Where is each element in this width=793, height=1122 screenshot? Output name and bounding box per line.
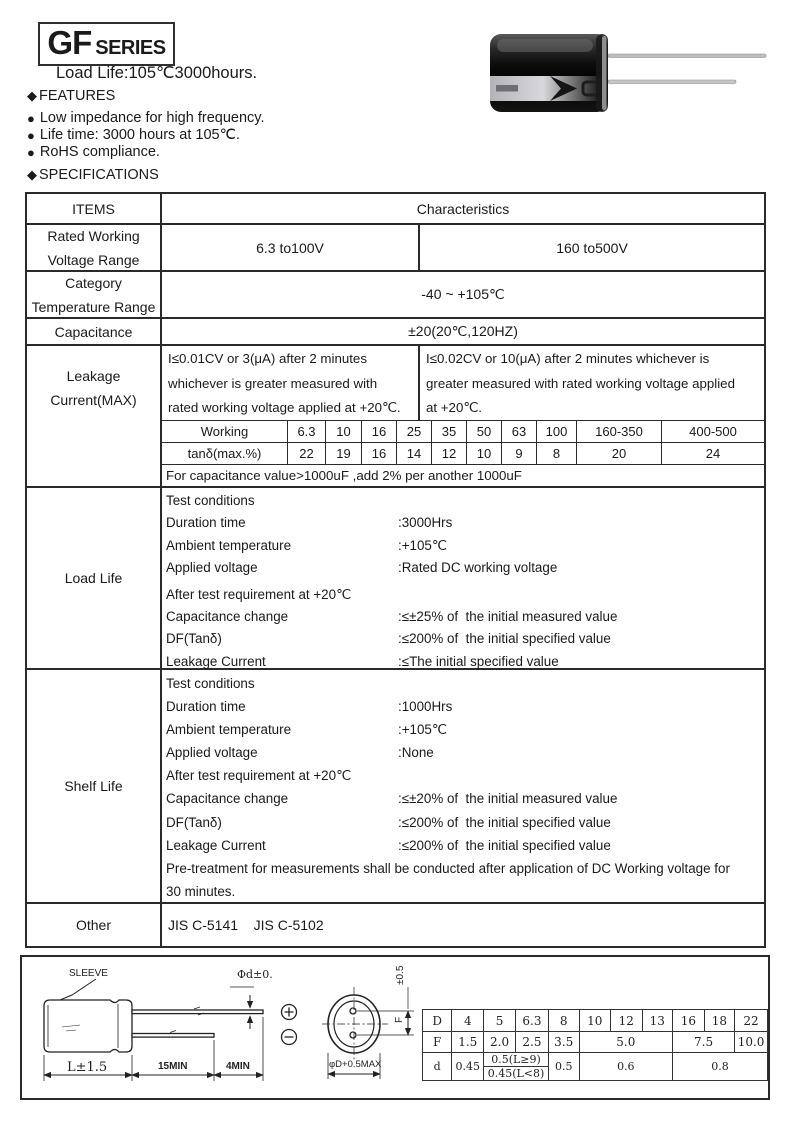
leakage-label-cell: [27, 346, 162, 486]
test-line-label: Test conditions: [166, 676, 255, 691]
capacitor-body-outline: [44, 1000, 132, 1052]
voltage-cell: 50: [467, 421, 502, 442]
lead-break-mark: [170, 1031, 176, 1033]
row-label: Leakage: [66, 368, 121, 384]
leakage-desc-line: I≤0.01CV or 3(μA) after 2 minutes: [168, 351, 367, 366]
test-line-label: Duration time: [166, 699, 246, 715]
diamond-icon: ◆: [27, 88, 37, 103]
test-line-value: [398, 764, 764, 787]
test-line-label: After test requirement at +20℃: [166, 586, 352, 602]
leakage-content: [162, 346, 764, 486]
capacitor-highlight: [497, 39, 593, 52]
capacitor-lead-negative: [608, 80, 736, 83]
load-life-content: [162, 488, 764, 668]
dim-F-cell: 10.0: [735, 1032, 768, 1053]
dim-D-cell: 18: [704, 1010, 735, 1032]
dim-L-label: L±1.5: [67, 1060, 108, 1075]
leakage-current-row: [27, 346, 764, 488]
voltage-cell: 25: [397, 421, 432, 442]
shelf-life-content: [162, 670, 764, 902]
characteristics-header-cell: [162, 194, 764, 223]
test-line-value: :None: [398, 745, 434, 761]
series-title-box: [38, 22, 175, 66]
dim-label-cell: F: [423, 1032, 452, 1053]
band-marking-left: [496, 85, 518, 92]
test-line-label: Ambient temperature: [166, 537, 292, 553]
dim-label-cell: D: [423, 1010, 452, 1032]
dim-D-cell: 22: [735, 1010, 768, 1032]
working-voltage-header-row: [162, 420, 764, 442]
shelf-life-label-cell: [27, 670, 162, 902]
test-line-label: After test requirement at +20℃: [166, 768, 352, 784]
specifications-heading: [27, 167, 159, 183]
test-line-label: Capacitance change: [166, 608, 289, 624]
dim-d-cell: 0.5: [548, 1053, 579, 1081]
capacitor-photo: [478, 14, 778, 118]
leakage-desc-line: at +20℃.: [426, 400, 482, 415]
rated-voltage-values: [162, 225, 764, 270]
dim-label-cell: d: [423, 1053, 452, 1081]
rated-voltage-high: 160 to500V: [556, 239, 628, 256]
leakage-desc-line: rated working voltage applied at +20℃.: [168, 400, 401, 415]
dim-d-cell: 0.45: [452, 1053, 484, 1081]
dim-row-D: [423, 1010, 768, 1032]
feature-text: Life time: 3000 hours at 105℃.: [39, 127, 240, 143]
leakage-desc-low: [162, 346, 420, 420]
test-line-label: Ambient temperature: [166, 722, 292, 738]
capacitance-value: ±20(20℃,120HZ): [408, 323, 518, 339]
tan-value-cell: 22: [288, 443, 326, 464]
test-line-label: Capacitance change: [166, 791, 289, 807]
test-line-value: :+105℃: [398, 722, 447, 738]
test-line-value: :+105℃: [398, 537, 447, 553]
row-label: Voltage Range: [47, 251, 140, 268]
series-suffix: SERIES: [95, 37, 166, 59]
dim-F-cell: 1.5: [452, 1032, 484, 1053]
leakage-desc-line: greater measured with rated working voltage applied: [426, 375, 735, 391]
dim-4min-label: 4MIN: [226, 1061, 250, 1072]
load-life-subtitle: Load Life:105℃3000hours.: [56, 64, 258, 82]
dim-F-cell: 7.5: [673, 1032, 735, 1053]
spec-header-row: [27, 194, 764, 225]
tan-value-cell: 20: [577, 443, 662, 464]
leakage-desc-line: I≤0.02CV or 10(μA) after 2 minutes whichever is: [426, 351, 710, 366]
sleeve-label: SLEEVE: [69, 968, 108, 979]
rated-voltage-low: 6.3 to100V: [256, 239, 324, 256]
dim-F-cell: 3.5: [548, 1032, 579, 1053]
leakage-desc-line: whichever is greater measured with: [168, 375, 378, 391]
dim-row-d-top: [423, 1053, 768, 1067]
tan-value-cell: 10: [467, 443, 502, 464]
voltage-cell: 35: [432, 421, 467, 442]
test-line-value: :≤200% of the initial specified value: [398, 837, 611, 853]
test-line-value: :≤±20% of the initial measured value: [398, 791, 618, 807]
phi-D-label: φD+0.5MAX: [329, 1059, 382, 1070]
phi-d-label: Φd±0.: [237, 968, 273, 981]
test-line-label: Leakage Current: [166, 837, 266, 853]
rated-voltage-label-cell: [27, 225, 162, 270]
test-line-label: Leakage Current: [166, 653, 266, 669]
voltage-cell: 16: [362, 421, 397, 442]
feature-text: RoHS compliance.: [39, 144, 160, 160]
tan-value-cell: 8: [537, 443, 577, 464]
row-label: Load Life: [64, 570, 123, 586]
test-line-label: DF(Tanδ): [166, 631, 222, 647]
positive-lead: [132, 1010, 263, 1014]
dim-row-F: [423, 1032, 768, 1053]
category-temp-label-cell: [27, 272, 162, 317]
capacitor-lead-positive: [608, 54, 766, 57]
voltage-cell: 10: [326, 421, 362, 442]
test-line-label: DF(Tanδ): [166, 814, 222, 830]
dim-D-cell: 8: [548, 1010, 579, 1032]
capacitance-value-cell: [162, 319, 764, 344]
dim-d-cell: 0.5(L≥9): [484, 1053, 549, 1067]
leakage-descriptions: [162, 346, 764, 420]
leakage-desc-high: [420, 346, 764, 420]
voltage-cell: 63: [502, 421, 537, 442]
test-line-value: [398, 584, 764, 606]
bullet-icon: ●: [27, 110, 35, 126]
voltage-cell: 6.3: [288, 421, 326, 442]
feature-item: [27, 127, 240, 143]
test-line-value: :≤The initial specified value: [398, 653, 559, 669]
voltage-cell: 100: [537, 421, 577, 442]
row-label: Category: [65, 274, 122, 291]
load-life-label-cell: [27, 488, 162, 668]
test-line-value: :1000Hrs: [398, 699, 453, 715]
capacitor-dimension-drawing: [22, 957, 442, 1098]
f-tolerance-label: ±0.5: [395, 965, 406, 985]
row-label: Rated Working: [47, 227, 140, 244]
dim-D-cell: 13: [642, 1010, 673, 1032]
row-label: Capacitance: [54, 323, 133, 340]
rated-voltage-row: [27, 225, 764, 272]
test-line-label: Duration time: [166, 515, 246, 531]
capacitance-label-cell: [27, 319, 162, 344]
characteristics-header: Characteristics: [416, 200, 510, 217]
specifications-heading-label: SPECIFICATIONS: [39, 167, 159, 183]
test-line-label: Applied voltage: [166, 560, 258, 576]
row-label: Other: [75, 917, 111, 933]
specifications-table: [25, 192, 766, 948]
dim-D-cell: 12: [611, 1010, 643, 1032]
dim-15min-label: 15MIN: [158, 1061, 188, 1072]
items-header: ITEMS: [72, 200, 115, 217]
dim-D-cell: 6.3: [516, 1010, 549, 1032]
dim-d-cell: 0.6: [579, 1053, 673, 1081]
dimension-table: [422, 1009, 768, 1081]
plus-terminal-cross: [285, 1008, 294, 1017]
lead-hole-bottom: [350, 1032, 356, 1038]
tan-value-cell: 24: [705, 446, 721, 461]
shelf-life-row: [27, 670, 764, 904]
row-label: Shelf Life: [64, 778, 123, 794]
tan-value-cell: 19: [326, 443, 362, 464]
lead-hole-top: [350, 1008, 356, 1014]
test-line-value: [398, 672, 764, 695]
capacitor-end-ring: [602, 36, 607, 110]
dim-D-cell: 4: [452, 1010, 484, 1032]
row-label: Temperature Range: [31, 298, 156, 315]
dim-F-cell: 5.0: [579, 1032, 673, 1053]
other-label-cell: [27, 904, 162, 946]
tan-delta-label-cell: tanδ(max.%): [162, 443, 288, 464]
dimension-diagram-box: [20, 955, 770, 1100]
dim-D-cell: 16: [673, 1010, 705, 1032]
dim-d-cell: 0.45(L<8): [484, 1067, 549, 1081]
test-line-label: Applied voltage: [166, 745, 258, 761]
voltage-cell: 160-350: [577, 421, 662, 442]
pretreatment-note: 30 minutes.: [166, 883, 236, 899]
dim-F-cell: 2.5: [516, 1032, 549, 1053]
features-heading: [27, 88, 115, 104]
feature-text: Low impedance for high frequency.: [39, 110, 265, 126]
tan-value-cell: 14: [397, 443, 432, 464]
bullet-icon: ●: [27, 127, 35, 143]
dim-d-cell: 0.8: [673, 1053, 768, 1081]
dim-D-cell: 5: [484, 1010, 516, 1032]
category-temp-value: -40 ~ +105℃: [421, 286, 505, 302]
feature-item: [27, 144, 160, 160]
row-label: Current(MAX): [50, 392, 137, 408]
pretreatment-note: Pre-treatment for measurements shall be conducted after application of DC Working voltage for: [166, 860, 730, 876]
category-temp-value-cell: [162, 272, 764, 317]
diamond-icon: ◆: [27, 167, 37, 182]
dim-D-cell: 10: [579, 1010, 611, 1032]
items-header-cell: [27, 194, 162, 223]
test-line-value: :≤±25% of the initial measured value: [398, 608, 618, 624]
leakage-note: For capacitance value>1000uF ,add 2% per another 1000uF: [162, 464, 764, 486]
tan-value-cell: 9: [502, 443, 537, 464]
f-extension-lines: [357, 1011, 414, 1035]
bullet-icon: ●: [27, 144, 35, 160]
test-line-value: :3000Hrs: [398, 515, 453, 531]
test-line-value: :≤200% of the initial specified value: [398, 631, 611, 647]
capacitance-row: [27, 319, 764, 346]
test-line-value: :≤200% of the initial specified value: [398, 814, 611, 830]
test-line-label: Test conditions: [166, 493, 255, 508]
working-label-cell: Working: [162, 421, 288, 442]
negative-lead: [132, 1034, 214, 1038]
test-line-value: [398, 490, 764, 512]
dim-F-cell: 2.0: [484, 1032, 516, 1053]
test-line-value: :Rated DC working voltage: [398, 560, 558, 576]
body-shading: [62, 1025, 80, 1031]
rated-voltage-low-cell: [162, 225, 420, 270]
other-row: [27, 904, 764, 946]
tan-value-cell: 12: [432, 443, 467, 464]
series-name: GF: [47, 24, 92, 61]
sleeve-leader-line: [60, 979, 96, 1000]
tan-delta-row: [162, 442, 764, 464]
f-dim-label: F: [394, 1016, 405, 1023]
rated-voltage-high-cell: [420, 225, 764, 270]
other-value: JIS C-5141 JIS C-5102: [168, 917, 324, 933]
feature-item: [27, 110, 264, 126]
voltage-cell: 400-500: [689, 424, 737, 439]
tan-value-cell: 16: [362, 443, 397, 464]
load-life-row: [27, 488, 764, 670]
features-heading-label: FEATURES: [39, 88, 116, 104]
category-temp-row: [27, 272, 764, 319]
